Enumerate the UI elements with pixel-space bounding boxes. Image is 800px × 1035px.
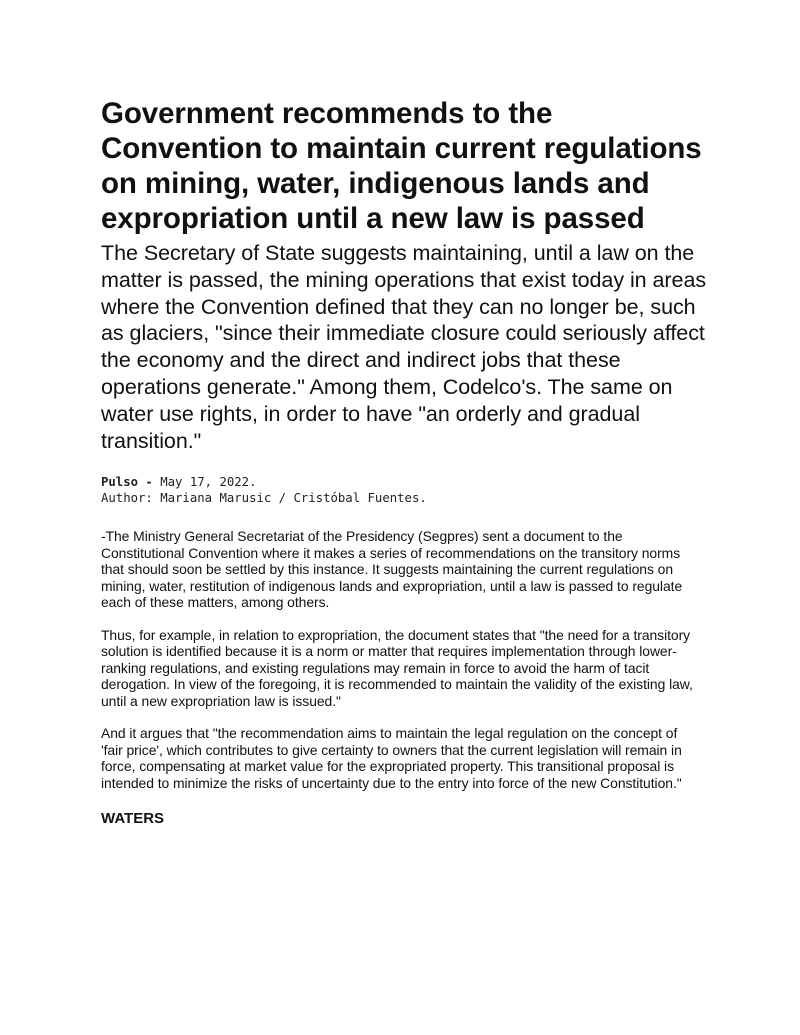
lede: The Secretary of State suggests maintaining, until a law on the matter is passed, the mining operations that exist today in areas where the Convention defined that they can no longer be, such as glaciers, "since their immediate closure could seriously affect the economy and the direct and indirect jobs that these operations generate." Among them, Codelco's. The same on water use rights, in order to have "an orderly and gradual transition." xyxy=(101,241,707,453)
body-paragraph-1: -The Ministry General Secretariat of the Presidency (Segpres) sent a document to the Constitutional Convention where it makes a series of recommendations on the transitory norms that should soon be settled by this instance. It suggests maintaining the current regulations on mining, water, restitution of indigenous lands and expropriation, until a law is passed to regulate each of these matters, among others. xyxy=(101,528,683,611)
article xyxy=(101,96,711,828)
byline xyxy=(101,474,711,506)
body-paragraph-3: And it argues that "the recommendation aims to maintain the legal regulation on the concept of 'fair price', which contributes to give certainty to owners that the current legislation will remain in force, compensating at market value for the expropriated property. This transitional proposal is intended to minimize the risks of uncertainty due to the entry into force of the new Constitution." xyxy=(101,725,682,791)
body-paragraph-2: Thus, for example, in relation to expropriation, the document states that "the need for a transitory solution is identified because it is a norm or matter that requires implementation through lower-ranking regulations, and existing regulations may remain in force to avoid the harm of tacit derogation. In view of the foregoing, it is recommended to maintain the validity of the existing law, until a new expropriation law is issued." xyxy=(101,626,693,709)
section-heading: WATERS xyxy=(101,810,165,828)
author: Author: Mariana Marusic / Cristóbal Fuentes. xyxy=(101,491,427,506)
headline: Government recommends to the Convention to maintain current regulations on mining, water, indigenous lands and expropriation until a new law is passed xyxy=(101,97,702,235)
source-date-line xyxy=(101,474,711,490)
source: Pulso - xyxy=(101,475,153,490)
date: May 17, 2022. xyxy=(160,475,257,490)
